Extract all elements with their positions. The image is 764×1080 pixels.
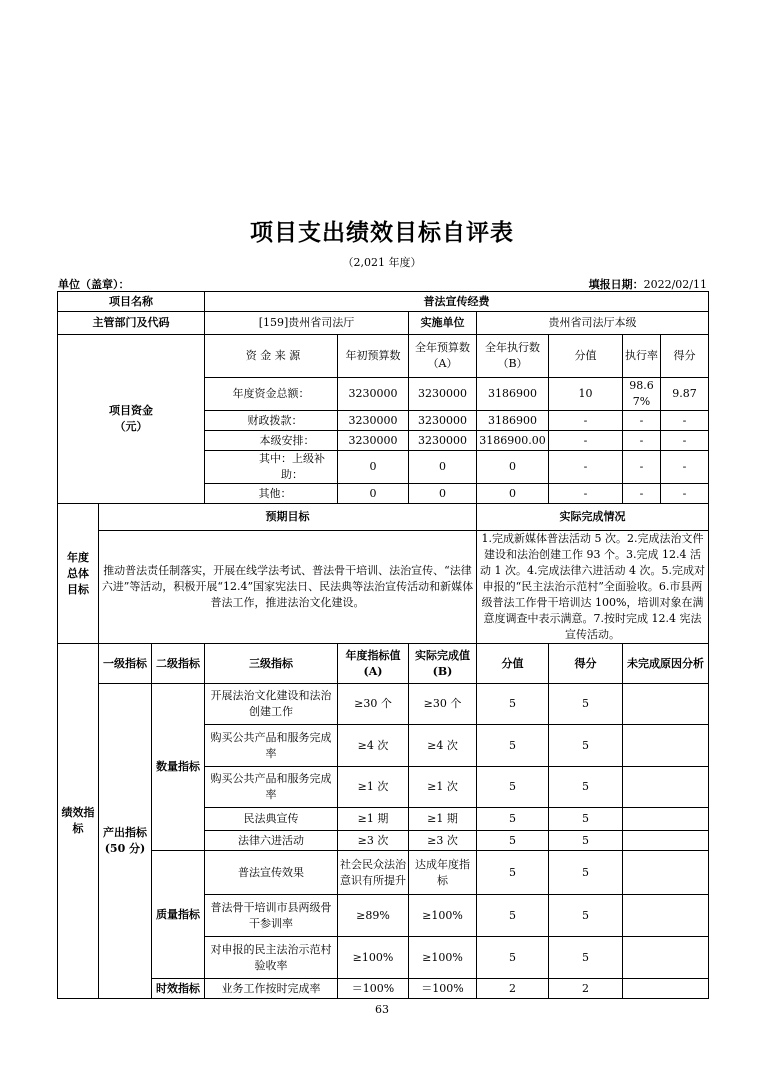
indicator-reason: [623, 937, 709, 979]
indicator-name: 对申报的民主法治示范村验收率: [205, 937, 338, 979]
indicator-score: 5: [549, 767, 623, 808]
indicator-target: ≥100%: [338, 937, 409, 979]
indicator-target: ≥30 个: [338, 684, 409, 725]
indicator-score: 5: [549, 851, 623, 895]
indicator-actual: ＝100%: [409, 979, 477, 999]
impl-unit-value: 贵州省司法厅本级: [477, 312, 709, 335]
funds-row-label: 其中：上级补助：: [205, 451, 338, 484]
indicator-reason: [623, 895, 709, 937]
expected-goal-text: 推动普法责任制落实，开展在线学法考试、普法骨干培训、法治宣传、“法律六进”等活动，积极开展“12.4”国家宪法日、民法典等法治宣传活动和新媒体普法工作，推进法治文化建设。: [99, 531, 477, 644]
funds-row-score-value: -: [549, 411, 623, 431]
perf-header-score-value: 分值: [477, 644, 549, 684]
funds-row-rate: -: [623, 451, 661, 484]
perf-header-level3: 三级指标: [205, 644, 338, 684]
indicator-target: ≥89%: [338, 895, 409, 937]
funds-header-exec: 全年执行数 （B）: [477, 335, 549, 378]
perf-header-score: 得分: [549, 644, 623, 684]
indicator-score: 2: [549, 979, 623, 999]
timeliness-indicator: 时效指标: [152, 979, 205, 999]
indicator-name: 购买公共产品和服务完成率: [205, 767, 338, 808]
funds-row-initial: 3230000: [338, 431, 409, 451]
funds-header-annual: 全年预算数 （A）: [409, 335, 477, 378]
indicator-score-value: 5: [477, 808, 549, 831]
funds-row-rate: -: [623, 431, 661, 451]
funds-row-score: -: [661, 451, 709, 484]
perf-header-actual: 实际完成值 (B): [409, 644, 477, 684]
funds-header-score-value: 分值: [549, 335, 623, 378]
unit-label: 单位（盖章）：: [58, 278, 130, 291]
perf-header-target: 年度指标值 (A): [338, 644, 409, 684]
indicator-actual: ≥1 次: [409, 767, 477, 808]
project-name-value: 普法宣传经费: [205, 292, 709, 312]
funds-header-score: 得分: [661, 335, 709, 378]
date-label: 填报日期：: [588, 278, 644, 291]
funds-header-source: 资 金 来 源: [205, 335, 338, 378]
funds-row-annual: 0: [409, 484, 477, 504]
page-title: 项目支出绩效目标自评表: [250, 220, 514, 246]
indicator-target: ≥3 次: [338, 831, 409, 851]
indicator-score: 5: [549, 895, 623, 937]
indicator-target: ≥1 期: [338, 808, 409, 831]
indicator-name: 普法宣传效果: [205, 851, 338, 895]
funds-row-annual: 3230000: [409, 378, 477, 411]
funds-row-label: 其他：: [205, 484, 338, 504]
indicator-actual: ≥1 期: [409, 808, 477, 831]
funds-row-annual: 0: [409, 451, 477, 484]
funds-row-score: -: [661, 484, 709, 504]
quality-indicator: 质量指标: [152, 851, 205, 979]
perf-header-reason: 未完成原因分析: [623, 644, 709, 684]
funds-row-exec: 0: [477, 484, 549, 504]
funds-row-score: 9.87: [661, 378, 709, 411]
indicator-name: 业务工作按时完成率: [205, 979, 338, 999]
funds-row-score-value: -: [549, 451, 623, 484]
indicator-name: 法律六进活动: [205, 831, 338, 851]
indicator-target: ≥1 次: [338, 767, 409, 808]
funds-row-label: 财政拨款：: [205, 411, 338, 431]
actual-result-text: 1.完成新媒体普法活动 5 次。2.完成法治文件建设和法治创建工作 93 个。3.完成 12.4 活动 1 次。4.完成法律六进活动 4 次。5.完成对申报的“民主法治示范村”全面验收。6.市县两级普法工作骨干培训达 100%，培训对象在满意度调查中表示满意。7.按时完成 12.4 宪法宣传活动。: [477, 531, 709, 644]
funds-row-exec: 0: [477, 451, 549, 484]
evaluation-table: [57, 291, 709, 999]
funds-label: 项目资金 （元）: [58, 335, 205, 504]
indicator-score-value: 5: [477, 725, 549, 767]
page-number: 63: [375, 1003, 389, 1016]
expected-goal-header: 预期目标: [99, 504, 477, 531]
indicator-score-value: 5: [477, 684, 549, 725]
indicator-score-value: 5: [477, 937, 549, 979]
indicator-score: 5: [549, 937, 623, 979]
indicator-name: 普法骨干培训市县两级骨干参训率: [205, 895, 338, 937]
funds-row-exec: 3186900: [477, 411, 549, 431]
perf-header-level2: 二级指标: [152, 644, 205, 684]
indicator-actual: ≥100%: [409, 937, 477, 979]
funds-row-initial: 0: [338, 451, 409, 484]
indicator-actual: ≥3 次: [409, 831, 477, 851]
indicator-actual: ≥30 个: [409, 684, 477, 725]
date-field: [589, 276, 707, 292]
indicator-target: 社会民众法治意识有所提升: [338, 851, 409, 895]
output-indicator: 产出指标 (50 分): [99, 684, 152, 999]
funds-row-label: 本级安排：: [205, 431, 338, 451]
funds-row-initial: 0: [338, 484, 409, 504]
indicator-score-value: 5: [477, 831, 549, 851]
perf-label: 绩效指 标: [58, 644, 99, 999]
indicator-score-value: 5: [477, 767, 549, 808]
funds-row-rate: -: [623, 411, 661, 431]
date-value: 2022/02/11: [643, 278, 707, 291]
indicator-target: ＝100%: [338, 979, 409, 999]
funds-row-score-value: -: [549, 484, 623, 504]
indicator-score: 5: [549, 808, 623, 831]
indicator-reason: [623, 808, 709, 831]
department-value: [159]贵州省司法厅: [205, 312, 409, 335]
funds-row-initial: 3230000: [338, 378, 409, 411]
funds-header-initial: 年初预算数: [338, 335, 409, 378]
funds-row-score: -: [661, 411, 709, 431]
funds-row-score: -: [661, 431, 709, 451]
indicator-actual: ≥100%: [409, 895, 477, 937]
indicator-score: 5: [549, 831, 623, 851]
indicator-target: ≥4 次: [338, 725, 409, 767]
quantity-indicator: 数量指标: [152, 684, 205, 851]
indicator-name: 开展法治文化建设和法治创建工作: [205, 684, 338, 725]
funds-row-annual: 3230000: [409, 431, 477, 451]
indicator-reason: [623, 979, 709, 999]
funds-row-rate: -: [623, 484, 661, 504]
funds-row-annual: 3230000: [409, 411, 477, 431]
perf-header-level1: 一级指标: [99, 644, 152, 684]
funds-row-exec: 3186900.00: [477, 431, 549, 451]
funds-row-score-value: 10: [549, 378, 623, 411]
indicator-score: 5: [549, 725, 623, 767]
indicator-reason: [623, 725, 709, 767]
indicator-score-value: 5: [477, 851, 549, 895]
department-label: 主管部门及代码: [58, 312, 205, 335]
indicator-reason: [623, 831, 709, 851]
indicator-score: 5: [549, 684, 623, 725]
funds-row-initial: 3230000: [338, 411, 409, 431]
indicator-reason: [623, 684, 709, 725]
indicator-score-value: 2: [477, 979, 549, 999]
funds-row-label: 年度资金总额：: [205, 378, 338, 411]
indicator-actual: 达成年度指标: [409, 851, 477, 895]
funds-row-score-value: -: [549, 431, 623, 451]
impl-unit-label: 实施单位: [409, 312, 477, 335]
indicator-actual: ≥4 次: [409, 725, 477, 767]
funds-header-rate: 执行率: [623, 335, 661, 378]
actual-result-header: 实际完成情况: [477, 504, 709, 531]
goals-label: 年度 总体 目标: [58, 504, 99, 644]
indicator-reason: [623, 767, 709, 808]
indicator-reason: [623, 851, 709, 895]
funds-row-rate: 98.67%: [623, 378, 661, 411]
year-label: （2,021 年度）: [342, 256, 422, 269]
indicator-score-value: 5: [477, 895, 549, 937]
funds-row-exec: 3186900: [477, 378, 549, 411]
project-name-label: 项目名称: [58, 292, 205, 312]
indicator-name: 购买公共产品和服务完成率: [205, 725, 338, 767]
indicator-name: 民法典宣传: [205, 808, 338, 831]
